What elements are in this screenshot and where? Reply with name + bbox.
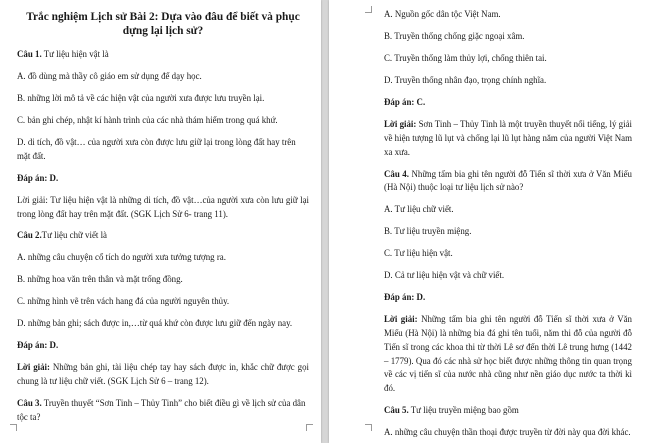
option-a: A. Tư liệu chữ viết.	[384, 204, 454, 215]
option-c: C. Truyền thống làm thủy lợi, chống thiên tai.	[384, 52, 547, 63]
option-d: D. di tích, đồ vật… của người xưa còn được lưu giữ lại trong lòng đất hay trên mặt đất.	[17, 136, 296, 161]
answer: Đáp án: D.	[17, 172, 59, 183]
answer: Đáp án: C.	[384, 96, 426, 107]
solution	[384, 118, 632, 159]
option-a: A. Nguồn gốc dân tộc Việt Nam.	[384, 9, 501, 19]
solution	[17, 361, 309, 389]
document-title: Trắc nghiệm Lịch sử Bài 2: Dựa vào đâu để biết và phục dựng lại lịch sử?	[26, 11, 300, 37]
question-text: Tư liệu truyền miệng bao gồm	[408, 405, 519, 416]
page-corner-marker	[306, 424, 313, 431]
option-a: A. đồ dùng mà thầy cô giáo em sử dụng để dạy học.	[17, 70, 202, 81]
question-text: Những tấm bia ghi tên người đỗ Tiến sĩ thời xưa ở Văn Miếu (Hà Nội) thuộc loại tư liệu lịch sử nào?	[384, 168, 632, 193]
question-label: Câu 1.	[17, 49, 42, 59]
page-corner-marker	[10, 424, 17, 431]
option-c: C. Tư liệu hiện vật.	[384, 248, 453, 259]
option-b: B. những hoa văn trên thân và mặt trống đồng.	[17, 274, 183, 285]
option-d: D. những bản ghi; sách được in,…từ quá khứ còn được lưu giữ đến ngày nay.	[17, 318, 293, 329]
question-text: Tư liệu hiện vật là	[41, 49, 109, 59]
question-label: Câu 5.	[384, 405, 409, 416]
option-d: D. Cả tư liệu hiện vật và chữ viết.	[384, 270, 505, 281]
question-text: Tư liệu chữ viết là	[41, 230, 107, 241]
question-text: Truyền thuyết “Sơn Tinh – Thủy Tinh” cho biết điều gì về lịch sử của dân tộc ta?	[17, 398, 306, 422]
solution	[384, 313, 632, 396]
question-1	[17, 48, 309, 62]
option-c: C. những hình vẽ trên vách hang đá của người nguyên thủy.	[17, 296, 230, 307]
document-page-right	[329, 0, 650, 443]
question-2	[17, 229, 309, 243]
option-b: B. Truyền thống chống giặc ngoại xâm.	[384, 30, 525, 41]
question-label: Câu 4.	[384, 168, 409, 179]
answer: Đáp án: D.	[17, 340, 59, 351]
question-5	[384, 404, 632, 418]
option-a: A. những câu chuyện cổ tích do người xưa tưởng tượng ra.	[17, 252, 226, 263]
document-page-left	[0, 0, 321, 443]
option-b: B. những lời mô tả về các hiện vật của người xưa được lưu truyền lại.	[17, 92, 265, 103]
solution-label: Lời giải:	[384, 314, 418, 325]
option-b: B. Tư liệu truyền miệng.	[384, 226, 472, 237]
option-d: D. Truyền thống nhân đạo, trọng chính nghĩa.	[384, 74, 547, 85]
question-4	[384, 168, 632, 196]
option-a: A. những câu chuyện thần thoại được truyền từ đời này qua đời khác.	[384, 427, 631, 438]
solution: Lời giải: Tư liệu hiện vật là những di tích, đồ vật…của người xưa còn lưu giữ lại trong lòng đất hay trên mặt đất. (SGK Lịch Sử 6- trang 11).	[17, 194, 309, 219]
question-3	[17, 397, 309, 425]
option-c: C. bản ghi chép, nhật kí hành trình của các nhà thám hiểm trong quá khứ.	[17, 114, 278, 125]
solution-label: Lời giải:	[17, 362, 50, 373]
question-label: Câu 3.	[17, 398, 42, 409]
answer: Đáp án: D.	[384, 292, 426, 303]
solution-text: Những bản ghi, tài liệu chép tay hay sách được in, khắc chữ được gọi chung là tư liệu chữ viết. (SGK Lịch Sử 6 – trang 12).	[17, 362, 309, 387]
solution-text: Những tấm bia ghi tên người đỗ Tiến sĩ thời xưa ở Văn Miếu (Hà Nội) là những bia đá ghi tên tuổi, năm thi đỗ của người đỗ Tiến sĩ trong các khoa thi từ thời Lê sơ đến thời Lê trung hưng (1442 – 1779). Qua đó các nhà sử học biết được những thông tin quan trọng về các vị tiến sĩ của nước nhà cũng như nền giáo dục nước ta thời kì đó.	[384, 314, 632, 394]
solution-label: Lời giải:	[384, 118, 417, 129]
question-label: Câu 2.	[17, 230, 42, 241]
solution-text: Sơn Tinh – Thủy Tinh là một truyền thuyết nổi tiếng, lý giải về hiện tượng lũ lụt và chống lại lũ lụt hàng năm của người Việt Nam xa xưa.	[384, 118, 632, 157]
